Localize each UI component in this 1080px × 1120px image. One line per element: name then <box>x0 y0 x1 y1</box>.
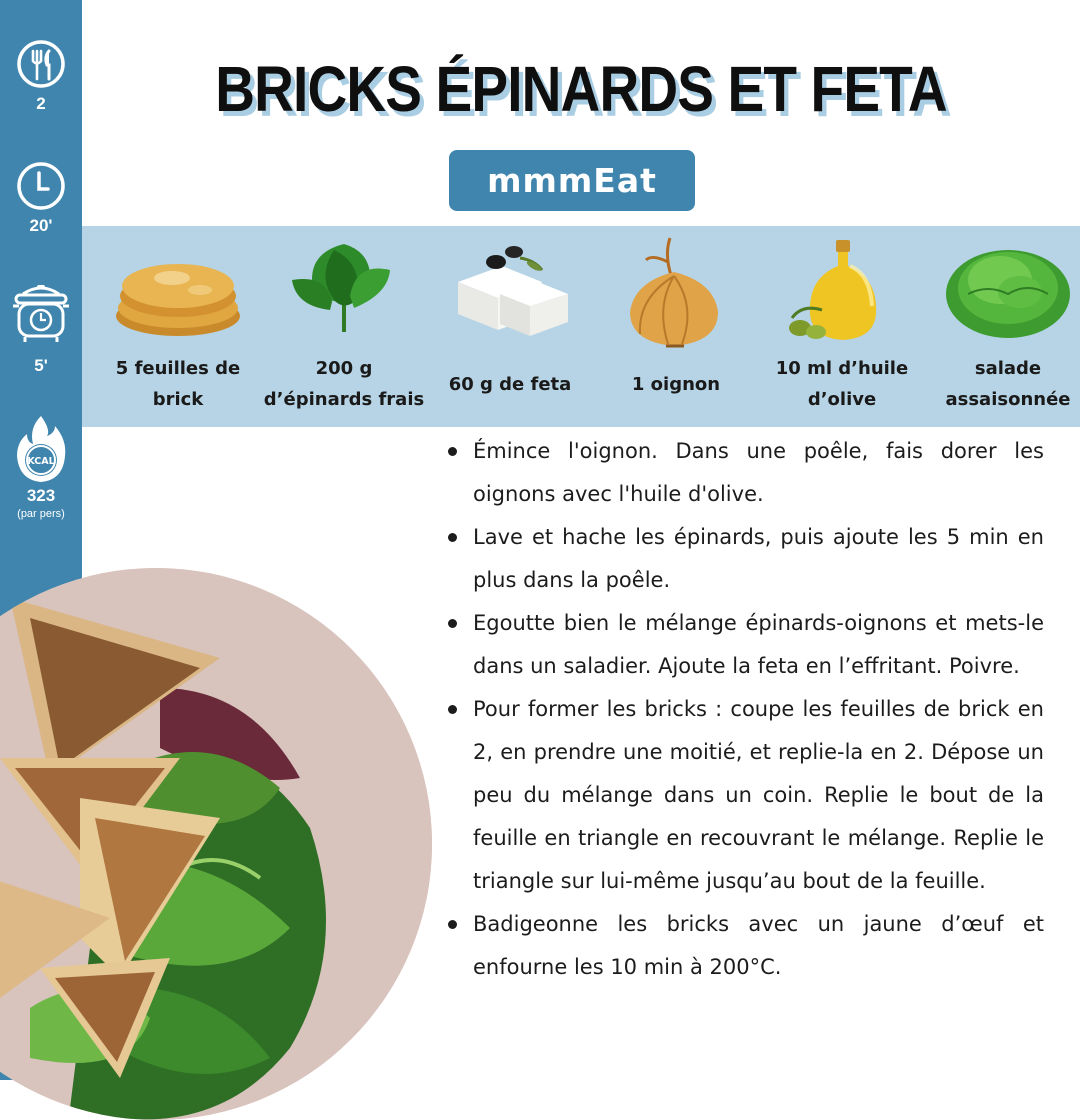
cooking-pot-icon <box>10 282 72 348</box>
dish-photo <box>0 568 432 1120</box>
ingredient-label: 1 oignon <box>631 373 721 395</box>
calories-value: 323 <box>26 486 56 505</box>
olive-oil-icon <box>772 232 912 347</box>
ingredient-label: 200 g d’épinards frais <box>263 358 425 410</box>
step-item: Badigeonne les bricks avec un jaune d’œuf et enfourne les 10 min à 200°C. <box>446 903 1044 989</box>
onion-icon <box>606 232 746 352</box>
cook-time-value: 5' <box>34 356 48 375</box>
ingredient-item <box>261 226 427 427</box>
ingredients-band <box>82 226 1080 427</box>
prep-time-value: 20' <box>29 216 53 235</box>
kcal-badge: KCAL <box>27 456 55 467</box>
bricks-salad-image <box>0 568 432 1120</box>
ingredient-label: 60 g de feta <box>448 373 572 395</box>
step-item: Pour former les bricks : coupe les feuilles de brick en 2, en prendre une moitié, et replie-la en 2. Dépose un peu du mélange dans un coin. Replie le bout de la feuille en triangle en recouvrant le mélange. Replie le triangle sur lui-même jusqu’au bout de la feuille. <box>446 688 1044 903</box>
servings-stat <box>0 38 82 114</box>
ingredient-item <box>427 226 593 427</box>
calories-note: (par pers) <box>17 508 65 520</box>
ingredient-label: 10 ml d’huile d’olive <box>775 358 909 410</box>
fork-knife-icon <box>15 38 67 90</box>
lettuce-icon <box>938 232 1078 342</box>
ingredient-item <box>759 226 925 427</box>
recipe-title: BRICKS ÉPINARDS ET FETA <box>215 53 947 125</box>
ingredient-label: 5 feuilles de brick <box>115 358 241 410</box>
spinach-icon <box>274 232 414 342</box>
ingredient-item <box>593 226 759 427</box>
step-item: Émince l'oignon. Dans une poêle, fais dorer les oignons avec l'huile d'olive. <box>446 430 1044 516</box>
cook-time-stat <box>0 282 82 376</box>
feta-icon <box>440 232 580 342</box>
calories-stat <box>0 414 82 520</box>
servings-value: 2 <box>36 94 46 113</box>
brand-logo: mmmEat <box>449 150 695 211</box>
ingredient-item <box>925 226 1080 427</box>
kcal-flame-icon <box>12 414 70 484</box>
ingredient-label: salade assaisonnée <box>945 358 1071 410</box>
brick-sheets-icon <box>108 232 248 342</box>
clock-icon <box>15 160 67 212</box>
step-item: Egoutte bien le mélange épinards-oignons et mets-le dans un saladier. Ajoute la feta en l’effritant. Poivre. <box>446 602 1044 688</box>
step-item: Lave et hache les épinards, puis ajoute les 5 min en plus dans la poêle. <box>446 516 1044 602</box>
ingredient-item <box>95 226 261 427</box>
prep-time-stat <box>0 160 82 236</box>
steps-list <box>446 430 1044 989</box>
